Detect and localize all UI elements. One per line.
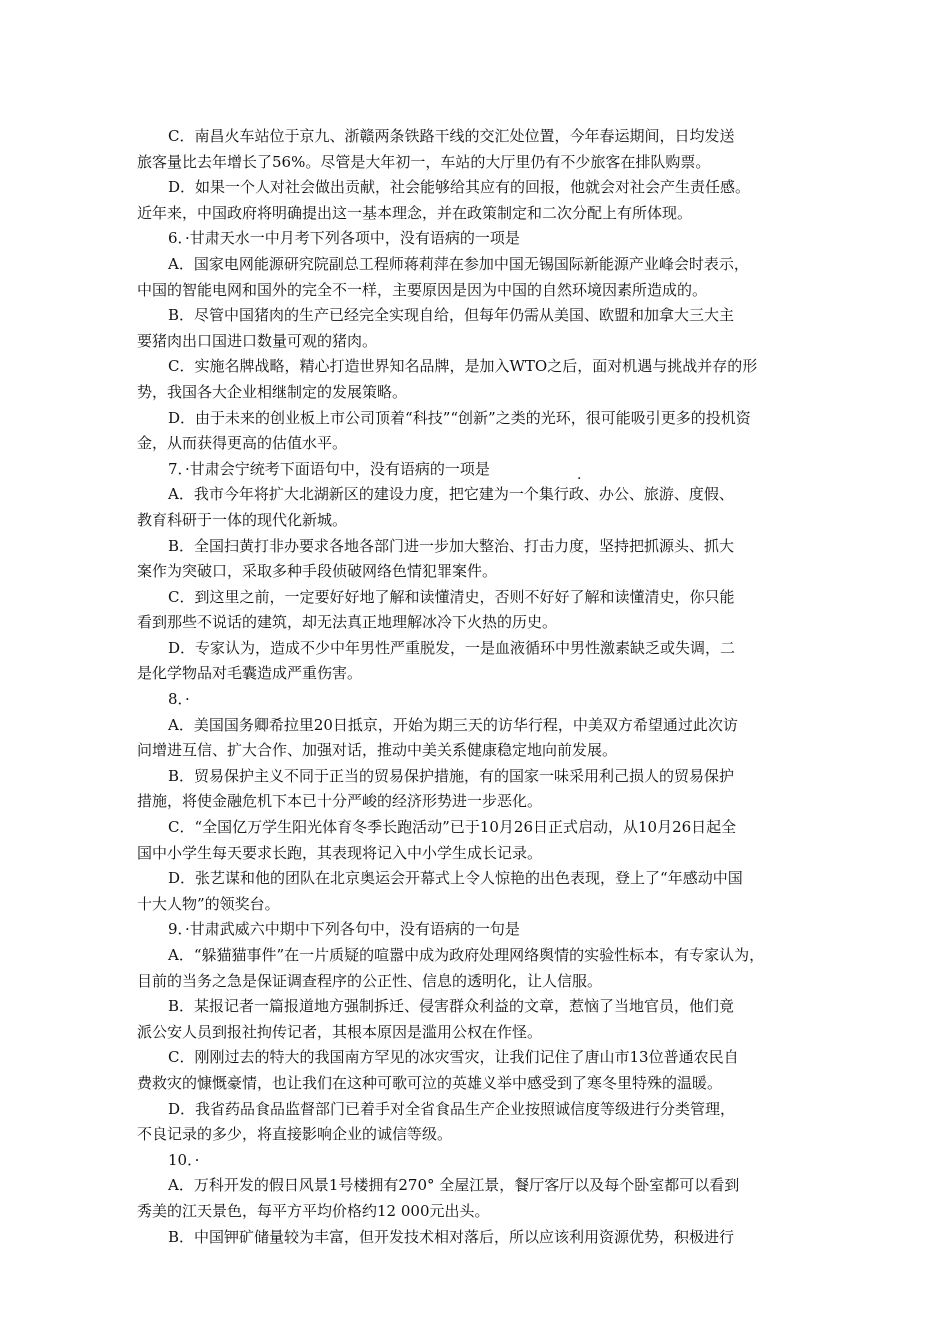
- text-line: 问增进互信、扩大合作、加强对话，推动中美关系健康稳定地向前发展。: [137, 741, 618, 760]
- text-line: A．我市今年将扩大北湖新区的建设力度，把它建为一个集行政、办公、旅游、度假、: [168, 485, 734, 504]
- text-line: 派公安人员到报社拘传记者，其根本原因是滥用公权在作怪。: [137, 1022, 543, 1041]
- text-line: 中国的智能电网和国外的完全不一样，主要原因是因为中国的自然环境因素所造成的。: [137, 280, 708, 299]
- text-line: 秀美的江天景色，每平方平均价格约12 000元出头。: [137, 1201, 490, 1220]
- text-line: 十大人物”的领奖台。: [137, 894, 280, 913]
- text-line: C．“全国亿万学生阳光体育冬季长跑活动”已于10月26日正式启动，从10月26日起全: [168, 818, 737, 837]
- text-line: 旅客量比去年增长了56%。尽管是大年初一，车站的大厅里仍有不少旅客在排队购票。: [137, 152, 711, 171]
- text-line: D．专家认为，造成不少中年男性严重脱发，一是血液循环中男性激素缺乏或失调，二: [168, 638, 736, 657]
- text-line: 目前的当务之急是保证调查程序的公正性、信息的透明化，让人信服。: [137, 971, 603, 990]
- text-line: 是化学物品对毛囊造成严重伤害。: [137, 664, 363, 683]
- text-line: 10．·: [168, 1150, 200, 1169]
- text-line: C．到这里之前，一定要好好地了解和读懂清史，否则不好好了解和读懂清史，你只能: [168, 587, 735, 606]
- text-line: A．美国国务卿希拉里20日抵京，开始为期三天的访华行程，中美双方希望通过此次访: [168, 715, 738, 734]
- text-line: 不良记录的多少，将直接影响企业的诚信等级。: [137, 1125, 453, 1144]
- text-line: B．某报记者一篇报道地方强制拆迁、侵害群众利益的文章，惹恼了当地官员，他们竟: [168, 997, 735, 1016]
- stray-mark: .: [577, 467, 582, 483]
- text-line: 措施，将使金融危机下本已十分严峻的经济形势进一步恶化。: [137, 792, 543, 811]
- text-line: B．贸易保护主义不同于正当的贸易保护措施，有的国家一味采用利己损人的贸易保护: [168, 766, 735, 785]
- text-line: C．南昌火车站位于京九、浙赣两条铁路干线的交汇处位置，今年春运期间，日均发送: [168, 127, 735, 145]
- text-line: 金，从而获得更高的估值水平。: [137, 434, 348, 453]
- document-body: [137, 124, 827, 1250]
- text-line: A．万科开发的假日风景1号楼拥有270° 全屋江景，餐厅客厅以及每个卧室都可以看到: [168, 1176, 740, 1195]
- text-line: A．“躲猫猫事件”在一片质疑的喧嚣中成为政府处理网络舆情的实验性标本，有专家认为，: [168, 946, 765, 964]
- text-line: B．尽管中国猪肉的生产已经完全实现自给，但每年仍需从美国、欧盟和加拿大三大主: [168, 306, 735, 325]
- text-line: 看到那些不说话的建筑，却无法真正地理解冰冷下火热的历史。: [137, 613, 558, 632]
- text-line: D．由于未来的创业板上市公司顶着“科技”“创新”之类的光环，很可能吸引更多的投机资: [168, 408, 751, 427]
- text-line: 国中小学生每天要求长跑，其表现将记入中小学生成长记录。: [137, 843, 543, 862]
- text-line: 教育科研于一体的现代化新城。: [137, 510, 348, 529]
- text-line: 势，我国各大企业相继制定的发展策略。: [137, 382, 408, 401]
- text-line: C．刚刚过去的特大的我国南方罕见的冰灾雪灾，让我们记住了唐山市13位普通农民自: [168, 1048, 739, 1067]
- text-line: 近年来，中国政府将明确提出这一基本理念，并在政策制定和二次分配上有所体现。: [137, 203, 693, 222]
- text-line: B．全国扫黄打非办要求各地各部门进一步加大整治、打击力度，坚持把抓源头、抓大: [168, 536, 735, 555]
- text-line: C．实施名牌战略，精心打造世界知名品牌，是加入WTO之后，面对机遇与挑战并存的形: [168, 357, 758, 376]
- text-line: 8．·: [168, 690, 190, 709]
- text-line: 案作为突破口，采取多种手段侦破网络色情犯罪案件。: [137, 562, 498, 581]
- text-line: 费救灾的慷慨豪情，也让我们在这种可歌可泣的英雄义举中感受到了寒冬里特殊的温暖。: [137, 1073, 723, 1092]
- text-line: 6．·甘肃天水一中月考下列各项中，没有语病的一项是: [168, 229, 520, 248]
- text-line: D．我省药品食品监督部门已着手对全省食品生产企业按照诚信度等级进行分类管理，: [168, 1099, 736, 1118]
- text-line: D．如果一个人对社会做出贡献，社会能够给其应有的回报，他就会对社会产生责任感。: [168, 178, 751, 197]
- text-line: A．国家电网能源研究院副总工程师蒋莉萍在参加中国无锡国际新能源产业峰会时表示，: [168, 254, 749, 273]
- text-line: 7．·甘肃会宁统考下面语句中，没有语病的一项是: [168, 459, 490, 478]
- text-line: 9．·甘肃武威六中期中下列各句中，没有语病的一句是: [168, 920, 520, 939]
- text-line: 要猪肉出口国进口数量可观的猪肉。: [137, 331, 378, 350]
- text-line: B．中国钾矿储量较为丰富，但开发技术相对落后，所以应该利用资源优势，积极进行: [168, 1227, 735, 1246]
- text-line: D．张艺谋和他的团队在北京奥运会开幕式上令人惊艳的出色表现，登上了“年感动中国: [168, 869, 743, 888]
